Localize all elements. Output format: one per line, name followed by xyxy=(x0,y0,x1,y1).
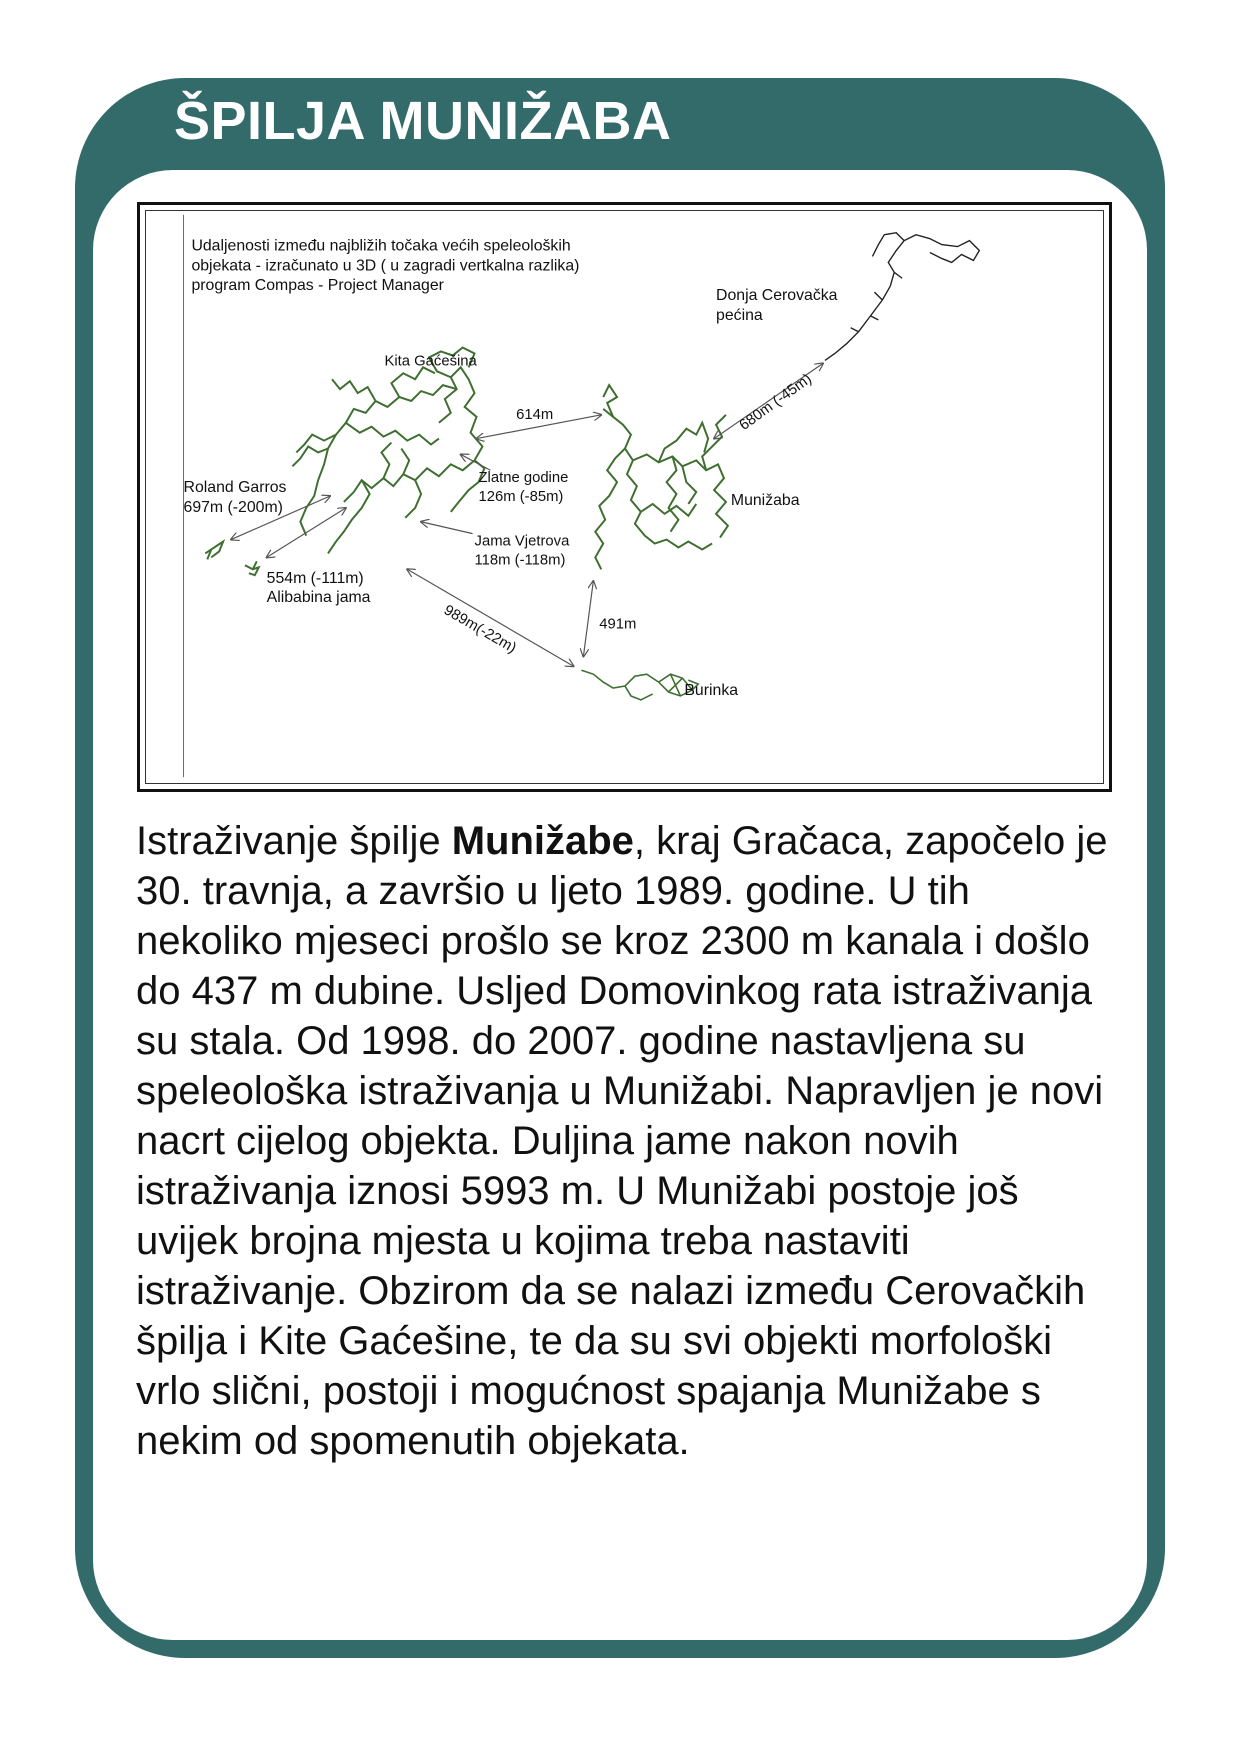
cave-munizaba xyxy=(595,385,728,569)
label-donja-2: pećina xyxy=(716,306,763,324)
label-roland-1: Roland Garros xyxy=(183,479,287,497)
cave-map-figure xyxy=(137,202,1112,792)
label-jama-1: Jama Vjetrova xyxy=(474,533,570,550)
body-text-rest: , kraj Gračaca, započelo je 30. travnja, a završio u ljeto 1989. godine. U tih nekoliko mjeseci prošlo se kroz 2300 m kanala i došlo do 437 m dubine. Usljed Domovinkog rata istraživanja su stala. Od 1998. do 2007. godine nastavljena su speleološka istraživanja u Munižabi. Napravljen je novi nacrt cijelog objekta. Duljina jame nakon novih istraživanja iznosi 5993 m. U Munižabi postoje još uvijek brojna mjesta u kojima treba nastaviti istraživanje. Obzirom da se nalazi između Cerovačkih špilja i Kite Gaćešine, te da su svi objekti morfološki vrlo slični, postoji i mogućnost spajanja Munižabe s nekim od spomenutih objekata. xyxy=(136,819,1108,1463)
arrow-kita-burinka xyxy=(407,569,573,666)
label-zlatne-2: 126m (-85m) xyxy=(478,488,564,505)
label-roland-2: 697m (-200m) xyxy=(183,498,283,516)
label-alibabina-2: Alibabina jama xyxy=(266,588,371,606)
legend-line-3: program Compas - Project Manager xyxy=(191,277,444,295)
label-680m: 680m (-45m) xyxy=(736,371,815,434)
body-paragraph xyxy=(136,816,1116,1466)
label-donja-1: Donja Cerovačka xyxy=(716,287,838,305)
cave-roland-garros xyxy=(205,542,223,560)
label-491m: 491m xyxy=(599,616,637,633)
label-614m: 614m xyxy=(516,406,554,423)
legend-line-2: objekata - izračunato u 3D ( u zagradi vertkalna razlika) xyxy=(191,257,580,275)
arrow-munizaba-burinka xyxy=(583,581,593,656)
body-text-bold-munizabe: Munižabe xyxy=(451,819,634,863)
cave-alibabina-jama xyxy=(245,561,259,575)
page-title: ŠPILJA MUNIŽABA xyxy=(174,91,672,151)
cave-donja-cerovacka xyxy=(825,233,979,361)
label-989m: 989m(-22m) xyxy=(440,602,519,657)
cave-burinka xyxy=(581,670,698,700)
arrow-jama-vjetrova xyxy=(421,522,472,534)
label-munizaba: Munižaba xyxy=(730,491,800,509)
body-text-start: Istraživanje špilje xyxy=(136,819,452,863)
label-jama-2: 118m (-118m) xyxy=(474,552,566,569)
label-burinka: Burinka xyxy=(684,681,739,699)
label-alibabina-1: 554m (-111m) xyxy=(266,570,364,588)
cave-kita-gacesina xyxy=(292,348,484,554)
label-zlatne-1: Zlatne godine xyxy=(478,470,569,487)
legend-line-1: Udaljenosti između najbližih točaka većih speleoloških xyxy=(191,237,571,255)
label-kita: Kita Gaćešina xyxy=(384,353,477,370)
cave-map-svg xyxy=(140,205,1109,789)
